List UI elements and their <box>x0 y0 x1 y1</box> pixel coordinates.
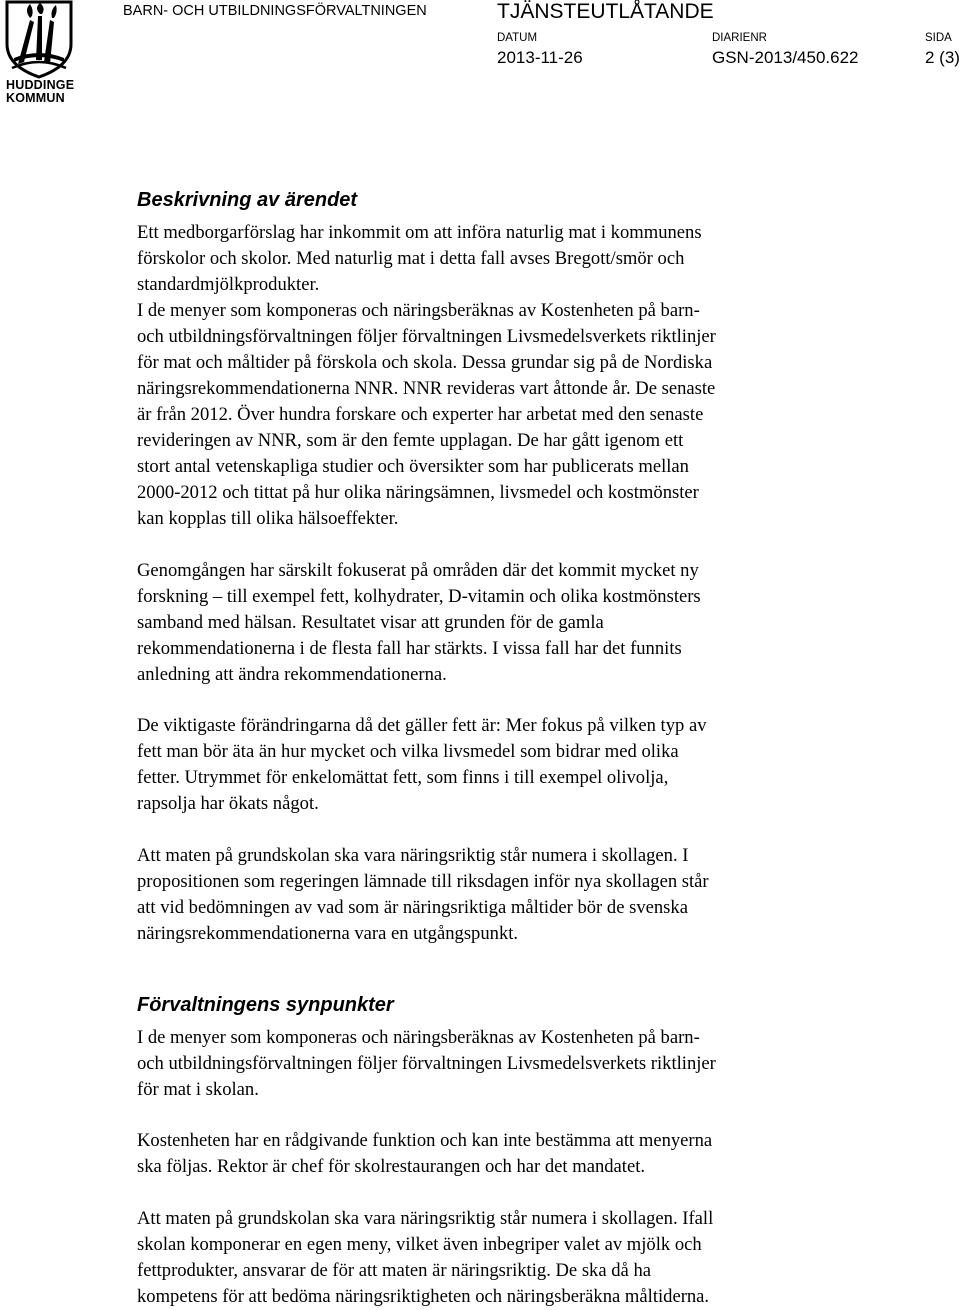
logo-text <box>6 79 74 105</box>
date-value: 2013-11-26 <box>497 48 583 67</box>
text-line: ska följas. Rektor är chef för skolrestaurangen och har det mandatet. <box>137 1156 646 1177</box>
text-line: Att maten på grundskolan ska vara näringsriktig står numera i skollagen. I <box>137 845 689 866</box>
text-line: näringsrekommendationerna vara en utgångspunkt. <box>137 923 519 944</box>
text-line: standardmjölkprodukter. <box>137 274 320 295</box>
page-number: 2 (3) <box>925 48 960 67</box>
text-line: fetter. Utrymmet för enkelomättat fett, som finns i till exempel olivolja, <box>137 767 669 788</box>
text-line: och utbildningsförvaltningen följer förvaltningen Livsmedelsverkets riktlinjer <box>137 326 716 347</box>
paragraph <box>137 1206 937 1310</box>
logo-text-line: HUDDINGE <box>6 78 75 92</box>
text-line: samband med hälsan. Resultatet visar att grunden för de gamla <box>137 612 604 633</box>
document-type: TJÄNSTEUTLÅTANDE <box>497 0 714 23</box>
text-line: förskolor och skolor. Med naturlig mat i detta fall avses Bregott/smör och <box>137 248 685 269</box>
text-line: näringsrekommendationerna NNR. NNR revideras vart åttonde år. De senaste <box>137 378 716 399</box>
paragraph <box>137 1128 937 1180</box>
text-line: att vid bedömningen av vad som är näringsriktiga måltider bör de svenska <box>137 897 688 918</box>
paragraph <box>137 220 937 532</box>
text-line: anledning att ändra rekommendationerna. <box>137 664 447 685</box>
text-line: kan kopplas till olika hälsoeffekter. <box>137 508 399 529</box>
text-line: revideringen av NNR, som är den femte upplagan. De har gått igenom ett <box>137 430 684 451</box>
text-line: forskning – till exempel fett, kolhydrater, D-vitamin och olika kostmönsters <box>137 586 701 607</box>
text-line: rekommendationerna i de flesta fall har stärkts. I vissa fall har det funnits <box>137 638 682 659</box>
text-line: kompetens för att bedöma näringsriktigheten och näringsberäkna måltiderna. <box>137 1286 710 1307</box>
municipality-logo <box>0 0 78 108</box>
paragraph <box>137 558 937 688</box>
text-line: I de menyer som komponeras och näringsberäknas av Kostenheten på barn- <box>137 300 700 321</box>
text-line: Kostenheten har en rådgivande funktion och kan inte bestämma att menyerna <box>137 1130 713 1151</box>
paragraph <box>137 713 937 817</box>
text-line: för mat i skolan. <box>137 1079 259 1100</box>
text-line: I de menyer som komponeras och näringsberäknas av Kostenheten på barn- <box>137 1027 700 1048</box>
diarienr-label: DIARIENR <box>712 32 767 44</box>
section-heading: Förvaltningens synpunkter <box>137 994 394 1016</box>
text-line: Ett medborgarförslag har inkommit om att införa naturlig mat i kommunens <box>137 222 702 243</box>
section-heading: Beskrivning av ärendet <box>137 189 358 211</box>
text-line: 2000-2012 och tittat på hur olika näringsämnen, livsmedel och kostmönster <box>137 482 699 503</box>
paragraph <box>137 843 937 947</box>
paragraph <box>137 1025 937 1103</box>
text-line: fett man bör äta än hur mycket och vilka livsmedel som bidrar med olika <box>137 741 679 762</box>
text-line: De viktigaste förändringarna då det gäller fett är: Mer fokus på vilken typ av <box>137 715 707 736</box>
text-line: och utbildningsförvaltningen följer förvaltningen Livsmedelsverkets riktlinjer <box>137 1053 716 1074</box>
text-line: Genomgången har särskilt fokuserat på områden där det kommit mycket ny <box>137 560 699 581</box>
page-label: SIDA <box>925 32 952 44</box>
text-line: stort antal vetenskapliga studier och översikter som har publicerats mellan <box>137 456 689 477</box>
date-label: DATUM <box>497 32 538 44</box>
diarienr-value: GSN-2013/450.622 <box>712 48 859 67</box>
text-line: för mat och måltider på förskola och skola. Dessa grundar sig på de Nordiska <box>137 352 713 373</box>
organization-name: BARN- OCH UTBILDNINGSFÖRVALTNINGEN <box>123 3 427 19</box>
logo-text-line: KOMMUN <box>6 91 65 105</box>
text-line: Att maten på grundskolan ska vara näringsriktig står numera i skollagen. Ifall <box>137 1208 714 1229</box>
text-line: skolan komponerar en egen meny, vilket även inbegriper valet av mjölk och <box>137 1234 702 1255</box>
text-line: är från 2012. Över hundra forskare och experter har arbetat med den senaste <box>137 404 704 425</box>
text-line: propositionen som regeringen lämnade till riksdagen inför nya skollagen står <box>137 871 709 892</box>
text-line: fettprodukter, ansvarar de för att maten är näringsriktig. De ska då ha <box>137 1260 651 1281</box>
text-line: rapsolja har ökats något. <box>137 793 319 814</box>
coat-of-arms-icon <box>0 0 78 80</box>
